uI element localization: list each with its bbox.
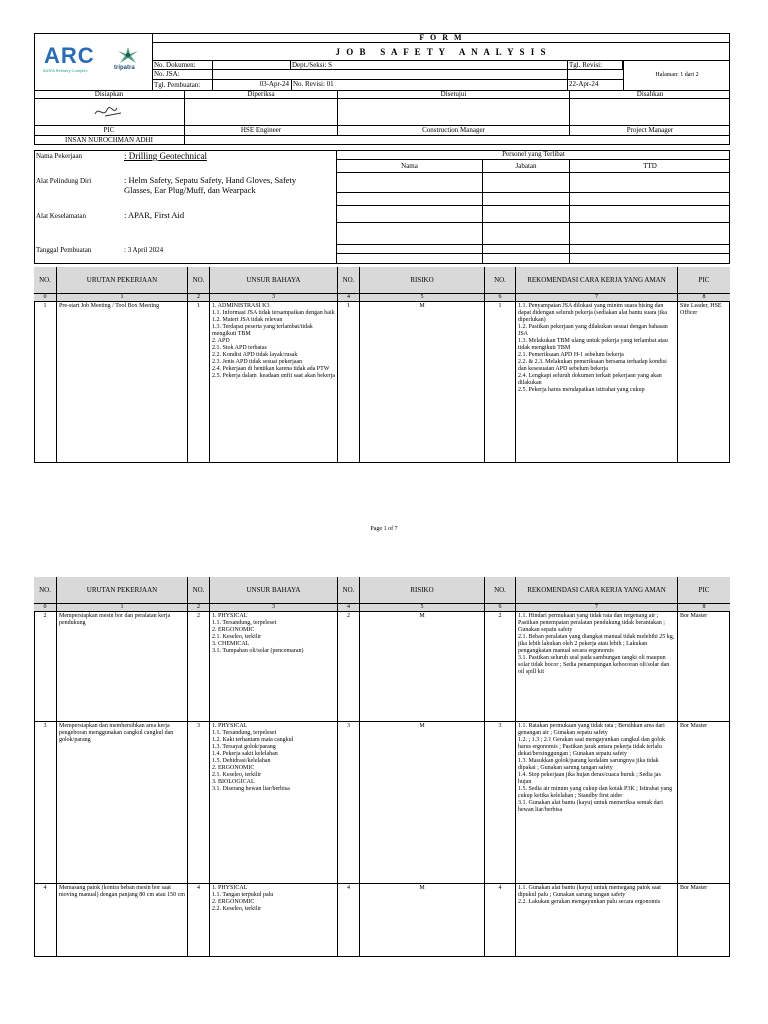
doc-number-label: No. Dokumen:: [154, 61, 196, 69]
pic-text: Site Leader, HSE Officer: [677, 302, 730, 463]
risk-number: 3: [337, 722, 359, 884]
hazard-number: 3: [187, 722, 209, 884]
dept-label: Dept./Seksi: S: [292, 61, 333, 69]
revision-date-value: 22-Apr-24: [567, 80, 623, 90]
column-index: 3: [209, 604, 337, 612]
header-no-4: NO.: [484, 267, 515, 294]
header-recommendation: REKOMENDASI CARA KERJA YANG AMAN: [515, 577, 677, 604]
risk-number: 4: [337, 884, 359, 957]
safety-equipment-label: Alat Keselamatan: [36, 212, 86, 220]
row-number: 2: [34, 612, 56, 722]
risk-level: M: [359, 302, 484, 463]
page-footer: Page 1 of 7: [370, 526, 398, 532]
sign-ratified-label: Disahkan: [569, 90, 730, 99]
pic-text: Bor Master: [677, 612, 730, 722]
header-hazard: UNSUR BAHAYA: [209, 267, 337, 294]
header-no-3: NO.: [337, 267, 359, 294]
ppe-value: : Helm Safety, Sepatu Safety, Hand Gloves, Safety Glasses, Ear Plug/Muff, dan Wearpack: [124, 175, 297, 195]
column-index: 1: [56, 294, 187, 302]
personnel-col-name: Nama: [337, 160, 482, 173]
risk-number: 1: [337, 302, 359, 463]
recommendation-number: 3: [484, 722, 515, 884]
header-no-4: NO.: [484, 577, 515, 604]
column-index: 3: [209, 294, 337, 302]
work-step: Memasang patok (kontra beban mesin bor saat moving manual) dengan panjang 80 cm atau 150 cm: [56, 884, 187, 957]
header-no-2: NO.: [187, 267, 209, 294]
created-date-info-value: : 3 April 2024: [124, 246, 164, 254]
created-date-value: 03-Apr-24: [212, 80, 291, 90]
row-number: 4: [43, 885, 47, 891]
column-index: 8: [677, 604, 730, 612]
personnel-header: Personel yang Terlibat: [337, 150, 730, 160]
row-number: 3: [34, 722, 56, 884]
sign-prepared-label: Disiapkan: [34, 90, 184, 99]
sign-approved-label: Disetujui: [337, 90, 569, 99]
ppe-label: Alat Pelindung Diri: [36, 177, 92, 185]
risk-number: 2: [337, 612, 359, 722]
pic-text: Bor Master: [677, 884, 730, 957]
job-name-label: Nama Pekerjaan: [36, 152, 83, 160]
header-work-sequence: URUTAN PEKERJAAN: [56, 267, 187, 294]
column-index: 4: [337, 294, 359, 302]
column-index: 4: [337, 604, 359, 612]
hazard-number: 1: [187, 302, 209, 463]
column-index: 0: [34, 294, 56, 302]
header-no-3: NO.: [337, 577, 359, 604]
column-index: 5: [359, 604, 484, 612]
work-step: Pre-start Job Meeting / Tool Box Meeting: [56, 302, 187, 463]
sign-cm-label: Construction Manager: [337, 126, 569, 136]
header-risk: RISIKO: [359, 577, 484, 604]
column-index: 0: [34, 604, 56, 612]
sign-pm-label: Project Manager: [569, 126, 730, 136]
safety-equipment-value: : APAR, First Aid: [124, 210, 185, 220]
recommendation-number: 4: [484, 884, 515, 957]
header-pic: PIC: [677, 267, 730, 294]
risk-level: M: [359, 612, 484, 722]
personnel-col-position: Jabatan: [482, 160, 569, 173]
rev-date-field: [567, 70, 623, 80]
column-index: 2: [187, 604, 209, 612]
pic-text: Bor Master: [677, 722, 730, 884]
column-index: 2: [187, 294, 209, 302]
header-work-sequence: URUTAN PEKERJAAN: [56, 577, 187, 604]
recommendation-text: 1.1. Ratakan permukaan yang tidak rata ; Bersihkan area dari genangan air ; Gunakan sepatu safety 1.2. ; 1.3 ; 2.1 Gerakan saat mengayunkan cangkul dan golok harus ergonomis ; Pastikan jarak antara pekerja tidak terlalu dekat/bersinggungan ; Gunakan sepatu safety 1.3. Masukkan golok/parang kedalam sarungnya jika tidak dipakai ; Gunakan sarung tangan safety 1.4. Stop pekerjaan jika hujan deras/cuaca buruk ; Sedia jas hujan 1.5. Sedia air minum yang cukup dan kotak P3K ; Istirahat yang cukup ketika kelelahan ; Standby first aider 3.1. Gunakan alat bantu (kayu) untuk memeriksa semak dari hewan liar/berbisa: [515, 722, 677, 884]
job-name-value: : Drilling Geotechnical: [124, 151, 207, 161]
column-index: 6: [484, 604, 515, 612]
recommendation-number: 2: [484, 612, 515, 722]
header-no: NO.: [34, 267, 56, 294]
arc-subtitle: BIOFA Refinery Complex: [43, 68, 88, 73]
risk-level: M: [359, 722, 484, 884]
header-no-2: NO.: [187, 577, 209, 604]
created-date-label: Tgl. Pembuatan:: [154, 81, 201, 89]
risk-level: M: [359, 884, 484, 957]
revision-number: No. Revisi: 01: [291, 80, 391, 90]
column-index: 6: [484, 294, 515, 302]
logo-cell: [34, 33, 153, 90]
header-risk: RISIKO: [359, 267, 484, 294]
column-index: 1: [56, 604, 187, 612]
column-index: 7: [515, 604, 677, 612]
form-subtitle: J O B S A F E T Y A N A L Y S I S: [153, 43, 730, 61]
header-no: NO.: [34, 577, 56, 604]
created-date-info-label: Tanggal Pembuatan: [36, 246, 92, 254]
header-hazard: UNSUR BAHAYA: [209, 577, 337, 604]
work-step: Mempersiapkan mesin bor dan peralatan kerja pendukung: [56, 612, 187, 722]
hazard-description: 1. PHYSICAL 1.1. Tersandung, terpeleset 2. ERGONOMIC 2.1. Keseleo, terkilir 3. CHEMICAL 3.1. Tumpahan oli/solar (pencemaran): [209, 612, 337, 722]
column-index: 5: [359, 294, 484, 302]
signature-icon: [91, 104, 127, 120]
recommendation-text: 1.1. Gunakan alat bantu (kayu) untuk memegang patok saat dipukul palu ; Gunakan sarung tangan safety 2.2. Lakukan gerakan mengayunkan palu secara ergonomis: [515, 884, 677, 957]
sign-hse-label: HSE Engineer: [184, 126, 337, 136]
hazard-description: 1. PHYSICAL 1.1. Tersandung, terpeleset 1.2. Kaki terhantam mata cangkul 1.3. Tersayat golok/parang 1.4. Pekerja sakit kelelahan 1.5. Dehidrasi/kelelahan 2. ERGONOMIC 2.1. Keseleo, terkilir 3. BIOLOGICAL 3.1. Diserang hewan liar/berbisa: [209, 722, 337, 884]
signature-box-1: [34, 99, 184, 126]
hazard-description: 1. ADMINISTRASI K3 1.1. Informasi JSA tidak tersampaikan dengan baik 1.2. Materi JSA tidak relevan 1.3. Terdapat peserta yang terlambat/tidak mengikuti TBM 2. APD 2.1. Stok APD terbatas 2.2. Kondisi APD tidak layak/rusak 2.3. Jenis APD tidak sesuai pekerjaan 2.4. Pekerjaan di hentikan karena tidak ada PTW 2.5. Pekerja dalam keadaan unfit saat akan bekerja: [209, 302, 337, 463]
column-index: 7: [515, 294, 677, 302]
sign-name: INSAN NUROCHMAN ADHI: [65, 136, 153, 144]
hazard-number: 2: [187, 612, 209, 722]
no-jsa-field: [212, 70, 567, 80]
row-number: 1: [43, 303, 47, 309]
rev-date-label: Tgl. Revisi:: [567, 61, 623, 70]
doc-number-field: [212, 61, 291, 70]
sign-pic-label: PIC: [34, 126, 184, 136]
sign-checked-label: Diperiksa: [184, 90, 337, 99]
form-title: F O R M: [153, 33, 730, 43]
work-step: Mempersiapkan dan membersihkan area kerja pengeboran menggunakan cangkul cangkul dan golok/parang: [56, 722, 187, 884]
page-count: Halaman: 1 dari 2: [623, 61, 730, 90]
no-jsa-label: No. JSA:: [153, 70, 212, 80]
hazard-number: 4: [187, 884, 209, 957]
header-recommendation: REKOMENDASI CARA KERJA YANG AMAN: [515, 267, 677, 294]
arc-logo: ARC: [44, 43, 95, 68]
recommendation-text: 1.1. Hindari permukaan yang tidak rata dan tergenang air ; Pastikan penempatan peralatan pendukung tidak berantakan ; Gunakan sepatu safety 2.1. Beban peralatan yang diangkat manual tidak melebihi 25 kg, jika lebih lakukan oleh 2 pekerja atau lebih ; Lakukan pengangkatan manual secara ergonomis 3.1. Pastikan seluruh seal pada sambungan tangki oli maupun solar tidak bocor ; Sedia penampungan kebocoran oli/solar dan oil spill kit: [515, 612, 677, 722]
header-pic: PIC: [677, 577, 730, 604]
hazard-description: 1. PHYSICAL 1.1. Tangan terpukul palu 2. ERGONOMIC 2.2. Keseleo, terkilir: [209, 884, 337, 957]
column-index: 8: [677, 294, 730, 302]
recommendation-text: 1.1. Penyampaian JSA dilokasi yang minim suara bising dan dapat didengan seluruh pekerja (sediakan alat bantu suara jika diperlukan) 1.2. Pastikan pekerjaan yang dilakukan sesuai dengan bahasan JSA 1.3. Melakukan TBM ulang untuk pekerja yang terlambat atau tidak mengikuti TBM 2.1. Pemeriksaan APD H-1 sebelum bekerja 2.2. & 2.3. Melakukan pemeriksaan bersama terhadap kondisi dan kesesuaian APD sebelum bekerja 2.4. Lengkapi seluruh dokumen terkait pekerjaan yang akan dilakukan 2.5. Pekerja harus mendapatkan istirahat yang cukup: [515, 302, 677, 463]
tripatra-logo-text: tripatra: [114, 65, 135, 71]
recommendation-number: 1: [484, 302, 515, 463]
personnel-col-sign: TTD: [569, 160, 730, 173]
